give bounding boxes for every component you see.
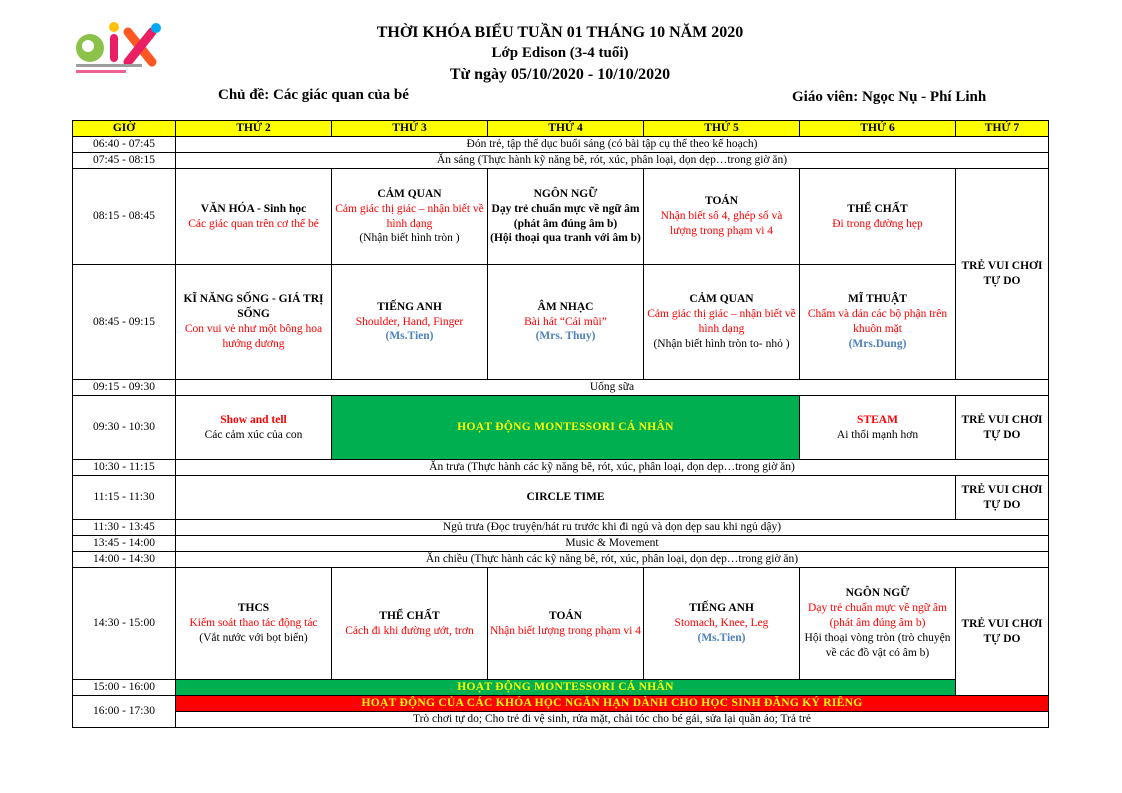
- time-cell: 09:15 - 09:30: [73, 380, 176, 396]
- activity-cell: Music & Movement: [176, 536, 1049, 552]
- lesson-cell: [644, 265, 800, 380]
- lesson-teacher: (Mrs.Dung): [848, 337, 907, 350]
- table-row: [73, 380, 1049, 396]
- lesson-detail: Chấm và dán các bộ phận trên khuôn mặt: [807, 308, 948, 335]
- lesson-cell: [800, 396, 956, 460]
- lesson-detail: Cảm giác thị giác – nhận biết về hình dạng: [647, 308, 796, 335]
- table-row: [73, 712, 1049, 728]
- lesson-subject: TOÁN: [704, 195, 739, 208]
- lesson-cell: [800, 568, 956, 680]
- table-row: [73, 568, 1049, 680]
- table-row: [73, 552, 1049, 568]
- table-row: [73, 536, 1049, 552]
- col-header-sat: THỨ 7: [956, 121, 1049, 137]
- lesson-subject: CẢM QUAN: [377, 187, 442, 200]
- activity-cell: Ăn chiều (Thực hành các kỹ năng bê, rót, xúc, phân loại, dọn dẹp…trong giờ ăn): [176, 552, 1049, 568]
- lesson-detail: Shoulder, Hand, Finger: [355, 315, 464, 328]
- lesson-teacher: (Ms.Tien): [385, 330, 434, 343]
- table-row: [73, 520, 1049, 536]
- lesson-subject: THỂ CHẤT: [847, 202, 908, 215]
- teacher-label: Giáo viên: Ngọc Nụ - Phí Linh: [792, 89, 987, 105]
- lesson-subject: TIẾNG ANH: [377, 300, 442, 313]
- lesson-subject: ÂM NHẠC: [537, 300, 594, 313]
- lesson-subject: TOÁN: [548, 609, 583, 622]
- col-header-fri: THỨ 6: [800, 121, 956, 137]
- time-cell: 09:30 - 10:30: [73, 396, 176, 460]
- lesson-cell: [332, 568, 488, 680]
- time-cell: 10:30 - 11:15: [73, 460, 176, 476]
- lesson-detail: Nhận biết số 4, ghép số và lượng trong phạm vi 4: [660, 210, 783, 237]
- table-row: [73, 169, 1049, 265]
- lesson-note: (Nhận biết hình tròn ): [359, 232, 460, 245]
- montessori-cell: HOẠT ĐỘNG MONTESSORI CÁ NHÂN: [176, 680, 956, 696]
- activity-cell: Ngủ trưa (Đọc truyện/hát ru trước khi đi ngủ và dọn dẹp sau khi ngủ dậy): [176, 520, 1049, 536]
- lesson-cell: [332, 169, 488, 265]
- lesson-subject: THCS: [237, 602, 270, 615]
- lesson-detail: Ai thổi mạnh hơn: [836, 428, 919, 441]
- lesson-detail: Nhận biết lượng trong phạm vi 4: [490, 624, 641, 637]
- lesson-detail: Cách đi khi đường ướt, trơn: [345, 624, 474, 637]
- header-row: [73, 121, 1049, 137]
- time-cell: 08:15 - 08:45: [73, 169, 176, 265]
- table-row: [73, 265, 1049, 380]
- school-logo: [72, 18, 172, 80]
- lesson-note: (Nhận biết hình tròn to- nhỏ ): [653, 337, 790, 350]
- lesson-cell: [488, 265, 644, 380]
- table-row: [73, 476, 1049, 520]
- free-play-cell: TRẺ VUI CHƠI TỰ DO: [956, 568, 1049, 696]
- free-play-cell: TRẺ VUI CHƠI TỰ DO: [956, 169, 1049, 380]
- special-courses-cell: HOẠT ĐỘNG CỦA CÁC KHÓA HỌC NGẮN HẠN DÀNH CHO HỌC SINH ĐĂNG KÝ RIÊNG: [176, 696, 1049, 712]
- montessori-cell: HOẠT ĐỘNG MONTESSORI CÁ NHÂN: [332, 396, 800, 460]
- lesson-subject: CẢM QUAN: [689, 293, 754, 306]
- time-cell: 13:45 - 14:00: [73, 536, 176, 552]
- time-cell: 11:30 - 13:45: [73, 520, 176, 536]
- lesson-subject: THỂ CHẤT: [379, 609, 440, 622]
- lesson-cell: [488, 568, 644, 680]
- table-row: [73, 153, 1049, 169]
- lesson-teacher: (Ms.Tien): [697, 631, 746, 644]
- lesson-cell: [176, 169, 332, 265]
- topic-label: Chủ đề: Các giác quan của bé: [218, 87, 409, 103]
- lesson-detail: Cảm giác thị giác – nhận biết về hình dạng: [335, 202, 484, 230]
- activity-cell: Ăn trưa (Thực hành các kỹ năng bê, rót, xúc, phân loại, dọn dẹp…trong giờ ăn): [176, 460, 1049, 476]
- time-cell: 11:15 - 11:30: [73, 476, 176, 520]
- timetable: [72, 120, 1049, 728]
- activity-cell: Trò chơi tự do; Cho trẻ đi vệ sinh, rửa mặt, chải tóc cho bé gái, sửa lại quần áo; Trả trẻ: [176, 712, 1049, 728]
- activity-cell: Uống sữa: [176, 380, 1049, 396]
- lesson-subject: STEAM: [857, 413, 898, 426]
- lesson-note: Hội thoại vòng tròn (trò chuyện về các đồ vật có âm b): [804, 631, 951, 659]
- col-header-tue: THỨ 3: [332, 121, 488, 137]
- lesson-cell: [800, 265, 956, 380]
- lesson-subject: VĂN HÓA - Sinh học: [200, 202, 307, 215]
- col-header-thu: THỨ 5: [644, 121, 800, 137]
- table-row: [73, 680, 1049, 696]
- col-header-mon: THỨ 2: [176, 121, 332, 137]
- lesson-cell: [176, 265, 332, 380]
- table-row: [73, 137, 1049, 153]
- lesson-detail: Dạy trẻ chuẩn mực về ngữ âm (phát âm đúng âm b): [491, 202, 640, 230]
- lesson-detail: Dạy trẻ chuẩn mực về ngữ âm (phát âm đúng âm b): [808, 602, 947, 630]
- date-range: Từ ngày 05/10/2020 - 10/10/2020: [449, 66, 671, 83]
- lesson-cell: [644, 568, 800, 680]
- lesson-cell: [488, 169, 644, 265]
- lesson-subject: NGÔN NGỮ: [533, 187, 598, 200]
- activity-cell: Đón trẻ, tập thể dục buổi sáng (có bài tập cụ thể theo kế hoạch): [176, 137, 1049, 153]
- lesson-detail: Con vui vẻ như một bông hoa hướng dương: [184, 323, 323, 350]
- lesson-cell: [332, 265, 488, 380]
- time-cell: 15:00 - 16:00: [73, 680, 176, 696]
- col-header-wed: THỨ 4: [488, 121, 644, 137]
- lesson-subject: NGÔN NGỮ: [845, 587, 910, 600]
- class-name: Lớp Edison (3-4 tuổi): [491, 45, 629, 61]
- lesson-cell: [644, 169, 800, 265]
- lesson-note: (Vắt nước với bọt biển): [199, 631, 308, 644]
- lesson-detail: Đi trong đường hẹp: [832, 217, 923, 230]
- lesson-detail: Các cảm xúc của con: [204, 428, 303, 441]
- lesson-subject: Show and tell: [220, 413, 287, 426]
- table-row: [73, 460, 1049, 476]
- lesson-cell: [800, 169, 956, 265]
- time-cell: 14:00 - 14:30: [73, 552, 176, 568]
- free-play-cell: TRẺ VUI CHƠI TỰ DO: [956, 476, 1049, 520]
- table-row: [73, 696, 1049, 712]
- lesson-note: (Hội thoại qua tranh với âm b): [490, 232, 641, 245]
- lesson-cell: [176, 568, 332, 680]
- lesson-teacher: (Mrs. Thuy): [535, 330, 596, 343]
- time-cell: 06:40 - 07:45: [73, 137, 176, 153]
- lesson-detail: Stomach, Knee, Leg: [674, 617, 769, 630]
- schedule-title: THỜI KHÓA BIỂU TUẦN 01 THÁNG 10 NĂM 2020: [376, 24, 744, 41]
- table-row: [73, 396, 1049, 460]
- col-header-time: GIỜ: [73, 121, 176, 137]
- lesson-cell: [176, 396, 332, 460]
- lesson-subject: TIẾNG ANH: [689, 602, 754, 615]
- circle-time-cell: CIRCLE TIME: [176, 476, 956, 520]
- lesson-detail: Các giác quan trên cơ thể bé: [188, 217, 319, 230]
- lesson-detail: Bài hát “Cái mũi”: [524, 315, 607, 328]
- free-play-cell: TRẺ VUI CHƠI TỰ DO: [956, 396, 1049, 460]
- lesson-subject: KĨ NĂNG SỐNG - GIÁ TRỊ SỐNG: [183, 293, 324, 321]
- lesson-detail: Kiểm soát thao tác động tác: [189, 617, 318, 630]
- activity-cell: Ăn sáng (Thực hành kỹ năng bê, rót, xúc, phân loại, dọn dẹp…trong giờ ăn): [176, 153, 1049, 169]
- time-cell: 07:45 - 08:15: [73, 153, 176, 169]
- lesson-subject: MĨ THUẬT: [848, 293, 907, 306]
- time-cell: 16:00 - 17:30: [73, 696, 176, 728]
- time-cell: 14:30 - 15:00: [73, 568, 176, 680]
- time-cell: 08:45 - 09:15: [73, 265, 176, 380]
